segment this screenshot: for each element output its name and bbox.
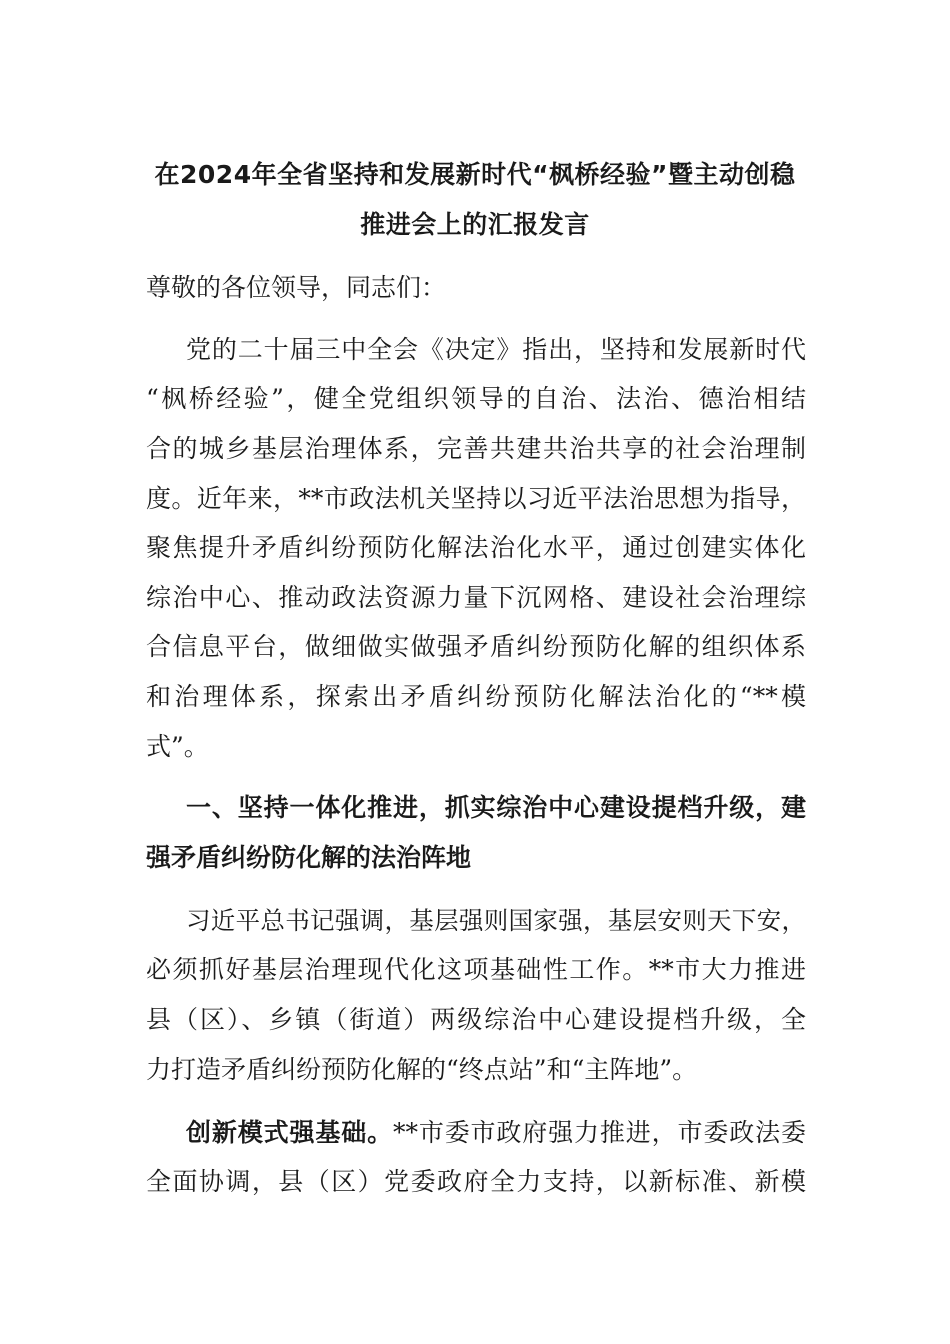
paragraph-line: 县（区）、乡镇（街道）两级综治中心建设提档升级，全 <box>146 1005 806 1034</box>
paragraph-line: 全面协调，县（区）党委政府全力支持，以新标准、新模 <box>146 1167 806 1196</box>
document-title-line-2: 推进会上的汇报发言 <box>360 210 590 239</box>
subsection-lead: 创新模式强基础。 <box>186 1118 393 1147</box>
section-heading-line: 一、坚持一体化推进，抓实综治中心建设提档升级，建 <box>186 793 806 822</box>
document-title-line-1: 在2024年全省坚持和发展新时代“枫桥经验”暨主动创稳 <box>154 160 796 189</box>
paragraph-line <box>186 1118 806 1148</box>
paragraph-line: 合的城乡基层治理体系，完善共建共治共享的社会治理制 <box>146 434 806 463</box>
salutation: 尊敬的各位领导，同志们： <box>146 273 447 302</box>
paragraph-line: 党的二十届三中全会《决定》指出，坚持和发展新时代 <box>186 335 806 364</box>
paragraph-line: 必须抓好基层治理现代化这项基础性工作。**市大力推进 <box>146 955 806 984</box>
paragraph-line: 聚焦提升矛盾纠纷预防化解法治化水平，通过创建实体化 <box>146 533 806 562</box>
paragraph-line: “枫桥经验”，健全党组织领导的自治、法治、德治相结 <box>146 384 806 413</box>
subsection-text: **市委市政府强力推进，市委政法委 <box>392 1118 806 1147</box>
paragraph-line: 习近平总书记强调，基层强则国家强，基层安则天下安， <box>186 906 806 935</box>
paragraph-line: 式”。 <box>146 732 209 761</box>
section-heading-line: 强矛盾纠纷防化解的法治阵地 <box>146 843 472 872</box>
paragraph-line: 综治中心、推动政法资源力量下沉网格、建设社会治理综 <box>146 583 806 612</box>
paragraph-line: 力打造矛盾纠纷预防化解的“终点站”和“主阵地”。 <box>146 1055 698 1084</box>
paragraph-line: 合信息平台，做细做实做强矛盾纠纷预防化解的组织体系 <box>146 632 806 661</box>
paragraph-line: 和治理体系，探索出矛盾纠纷预防化解法治化的“**模 <box>146 682 806 711</box>
paragraph-line: 度。近年来，**市政法机关坚持以习近平法治思想为指导， <box>146 484 806 513</box>
